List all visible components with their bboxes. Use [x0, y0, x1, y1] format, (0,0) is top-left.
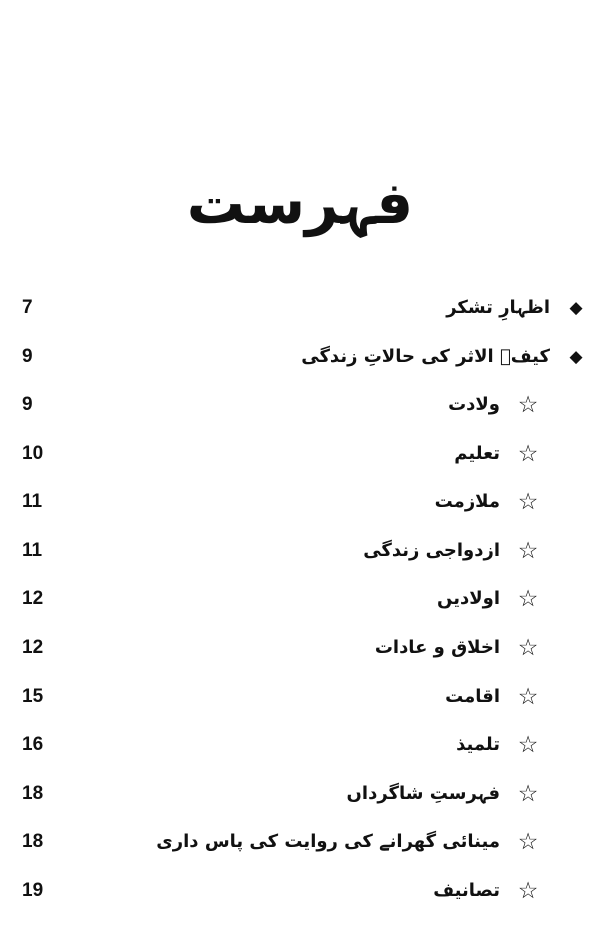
page-number: 18	[22, 831, 44, 852]
page-number: 7	[22, 297, 33, 318]
subentry-title: تعلیم	[454, 443, 500, 464]
subentry-title: اقامت	[445, 686, 500, 707]
entry-title: اظہارِ تشکر	[446, 297, 550, 318]
page-number: 9	[22, 346, 33, 367]
page-number: 18	[22, 783, 44, 804]
page-number: 15	[22, 686, 44, 707]
star-bullet-icon: ☆	[517, 878, 539, 904]
star-bullet-icon: ☆	[517, 781, 539, 807]
star-bullet-icon: ☆	[517, 586, 539, 612]
diamond-bullet-icon: ◆	[569, 298, 583, 318]
star-bullet-icon: ☆	[517, 684, 539, 710]
subentry-title: تلمیذ	[456, 734, 500, 755]
toc-subentry[interactable]	[0, 385, 600, 425]
subentry-title: اخلاق و عادات	[374, 637, 500, 658]
star-bullet-icon: ☆	[517, 635, 539, 661]
page-number: 16	[22, 734, 44, 755]
toc-subentry[interactable]	[0, 774, 600, 814]
subentry-title: ولادت	[448, 394, 500, 415]
toc-subentry[interactable]	[0, 628, 600, 668]
page-number: 19	[22, 880, 44, 901]
star-bullet-icon: ☆	[517, 392, 539, 418]
subentry-title: تصانیف	[433, 880, 500, 901]
page-number: 12	[22, 588, 44, 609]
toc-subentry[interactable]	[0, 677, 600, 717]
toc-subentry[interactable]	[0, 822, 600, 862]
star-bullet-icon: ☆	[517, 441, 539, 467]
page-number: 11	[22, 491, 43, 512]
diamond-bullet-icon: ◆	[569, 347, 583, 367]
subentry-title: فہرستِ شاگرداں	[346, 783, 500, 804]
toc-subentry[interactable]	[0, 482, 600, 522]
page-number: 10	[22, 443, 44, 464]
entry-title: کیفؔ الاثر کی حالاتِ زندگی	[301, 346, 550, 367]
star-bullet-icon: ☆	[517, 489, 539, 515]
subentry-title: ملازمت	[434, 491, 500, 512]
toc-subentry[interactable]	[0, 579, 600, 619]
toc-subentry[interactable]	[0, 434, 600, 474]
page-number: 12	[22, 637, 44, 658]
page-title: فہرست	[186, 169, 414, 237]
star-bullet-icon: ☆	[517, 538, 539, 564]
star-bullet-icon: ☆	[517, 829, 539, 855]
star-bullet-icon: ☆	[517, 732, 539, 758]
toc-subentry[interactable]	[0, 725, 600, 765]
toc-entry[interactable]	[0, 337, 600, 377]
toc-subentry[interactable]	[0, 871, 600, 911]
toc-entry[interactable]	[0, 288, 600, 328]
page-number: 9	[22, 394, 33, 415]
subentry-title: اولادیں	[437, 588, 500, 609]
subentry-title: مینائی گھرانے کی روایت کی پاس داری	[156, 831, 500, 852]
toc-subentry[interactable]	[0, 531, 600, 571]
subentry-title: ازدواجی زندگی	[363, 540, 500, 561]
page-number: 11	[22, 540, 43, 561]
